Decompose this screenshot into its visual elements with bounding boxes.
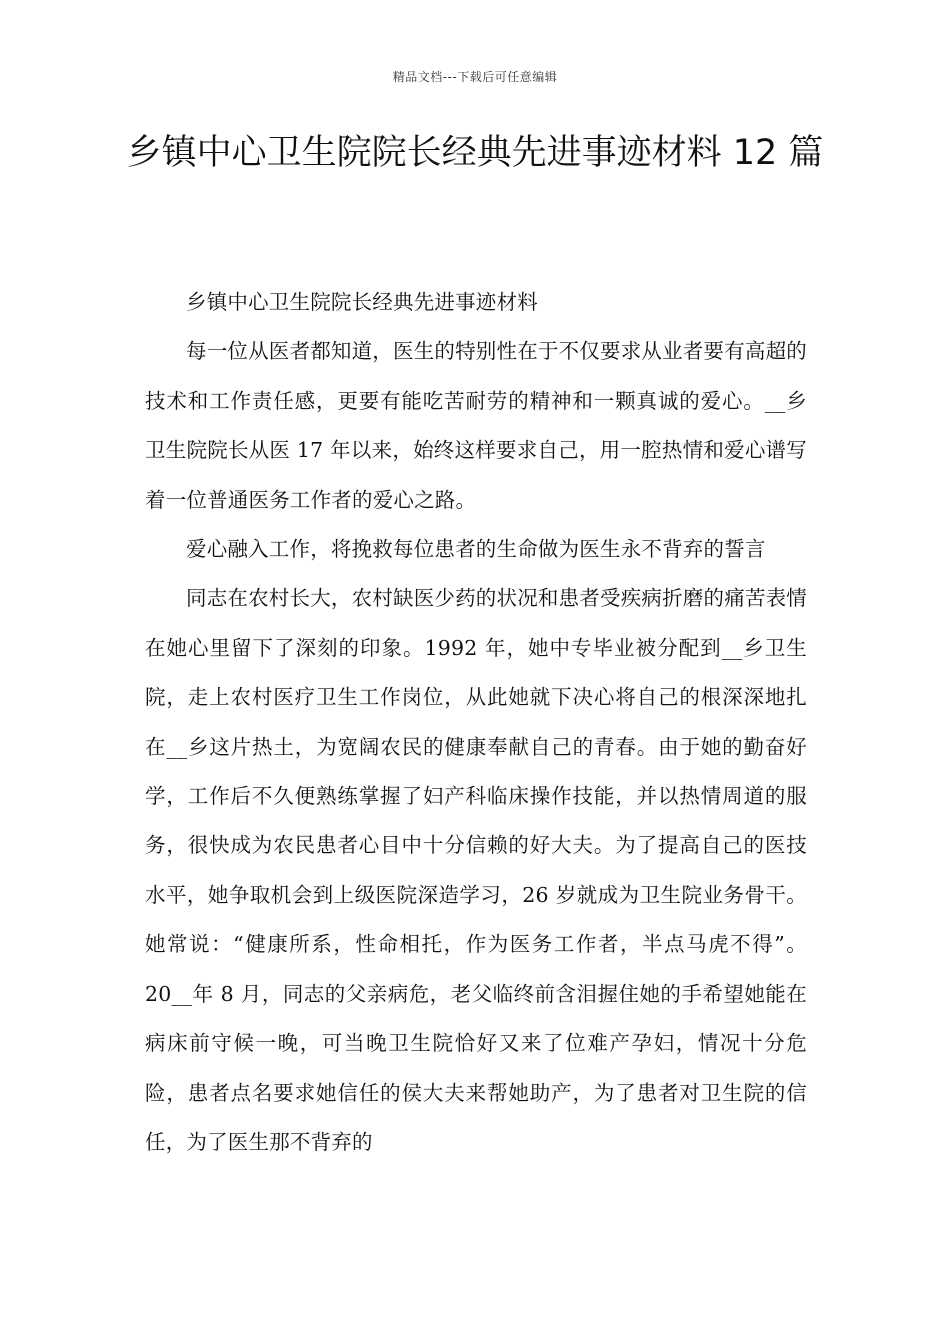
paragraph: 每一位从医者都知道，医生的特别性在于不仅要求从业者要有高超的技术和工作责任感，更要有能吃苦耐劳的精神和一颗真诚的爱心。__乡卫生院院长从医 17 年以来，始终这样要求自己，用一腔热情和爱心谱写着一位普通医务工作者的爱心之路。	[145, 339, 807, 512]
paragraph: 同志在农村长大，农村缺医少药的状况和患者受疾病折磨的痛苦表情在她心里留下了深刻的印象。1992 年，她中专毕业被分配到__乡卫生院，走上农村医疗卫生工作岗位，从此她就下决心将自己的根深深地扎在__乡这片热土，为宽阔农民的健康奉献自己的青春。由于她的勤奋好学，工作后不久便熟练掌握了妇产科临床操作技能，并以热情周道的服务，很快成为农民患者心目中十分信赖的好大夫。为了提高自己的医技水平，她争取机会到上级医院深造学习，26 岁就成为卫生院业务骨干。她常说：“健康所系，性命相托，作为医务工作者，半点马虎不得”。20__年 8 月，同志的父亲病危，老父临终前含泪握住她的手希望她能在病床前守候一晚，可当晚卫生院恰好又来了位难产孕妇，情况十分危险，患者点名要求她信任的侯大夫来帮她助产，为了患者对卫生院的信任，为了医生那不背弃的	[145, 586, 807, 1154]
paragraph-heading: 爱心融入工作，将挽救每位患者的生命做为医生永不背弃的誓言	[186, 537, 766, 562]
paragraph-subtitle: 乡镇中心卫生院院长经典先进事迹材料	[186, 290, 538, 314]
header-note: 精品文档---下载后可任意编辑	[392, 70, 558, 84]
document-body	[145, 278, 807, 1167]
document-title: 乡镇中心卫生院院长经典先进事迹材料 12 篇	[126, 133, 824, 173]
